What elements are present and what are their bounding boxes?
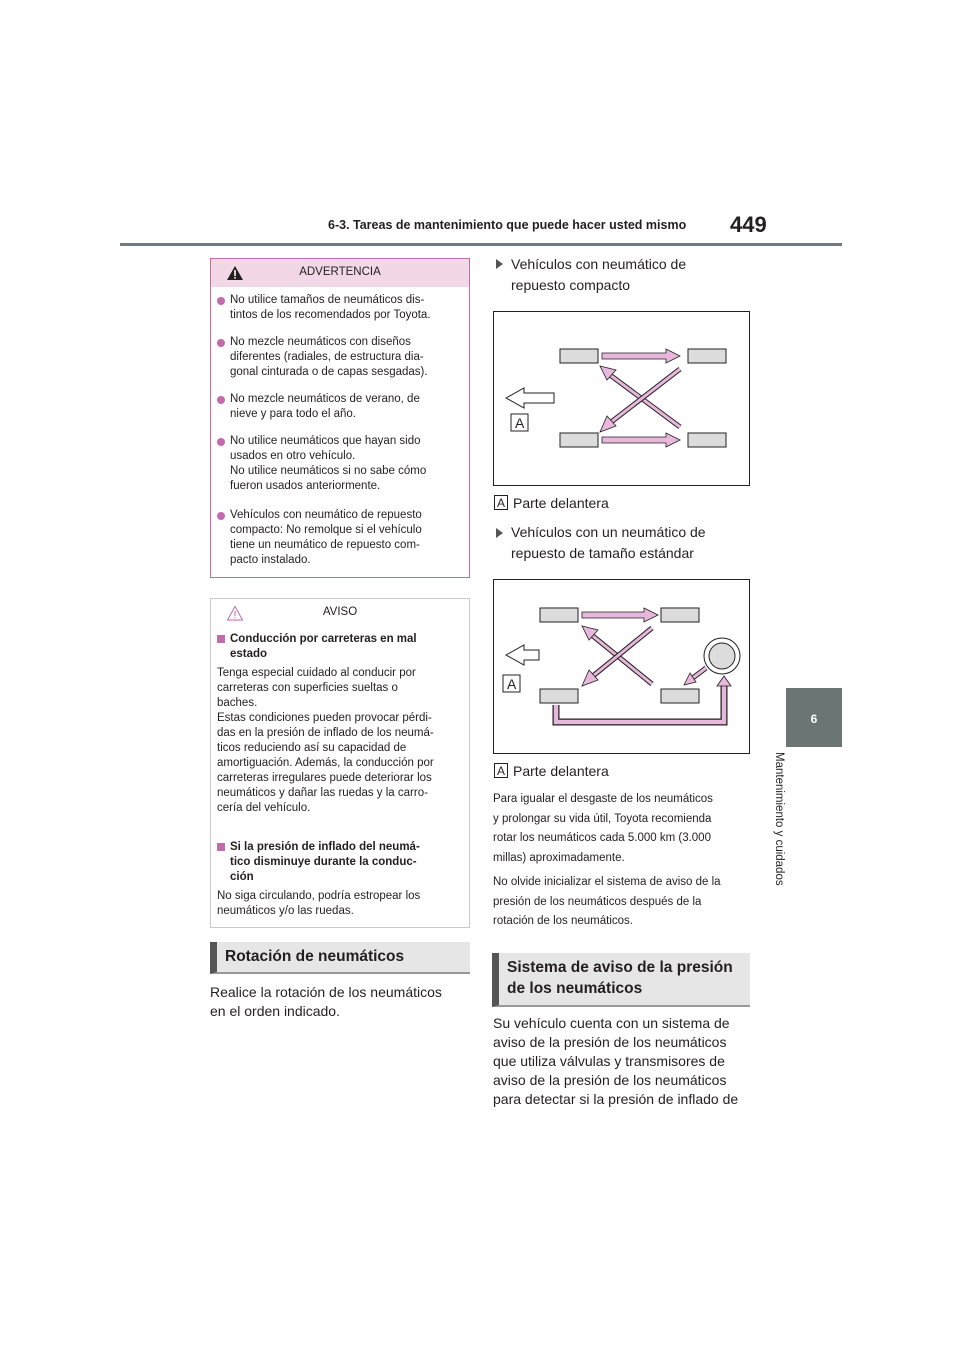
tire-front-right	[540, 689, 578, 703]
chapter-label-wrap	[773, 752, 803, 922]
legend-text: Parte delantera	[513, 763, 609, 779]
rotation-diagram-compact	[493, 311, 750, 486]
notice-text: No siga circulando, podría estropear los neumáticos y/o las ruedas.	[217, 890, 421, 917]
square-bullet-icon	[217, 635, 225, 643]
section-title: 6-3. Tareas de mantenimiento que puede hacer usted mismo	[328, 218, 687, 232]
header-rule	[120, 243, 842, 246]
tire-rear-right	[661, 689, 699, 703]
front-direction-arrow-icon	[506, 388, 554, 408]
bullet-icon	[217, 339, 225, 347]
rotation-arrow	[582, 608, 658, 622]
warning-item	[217, 508, 463, 568]
tire-rear-right	[688, 433, 726, 447]
tpms-heading-text: Sistema de aviso de la presión de los neumáticos	[507, 959, 733, 997]
notice-section	[217, 840, 463, 919]
triangle-bullet-icon	[496, 528, 503, 538]
rotation-diagram-compact-drawing	[494, 312, 749, 485]
front-direction-arrow-icon	[506, 645, 539, 665]
warning-item-text: Vehículos con neumático de repuesto compacto: No remolque si el vehículo tiene un neumático de repuesto com- pacto instalado.	[230, 509, 422, 566]
label-a: A	[515, 415, 525, 431]
rotation-text: Realice la rotación de los neumáticos en el orden indicado.	[210, 984, 442, 1019]
warning-item	[217, 335, 463, 380]
legend-text: Parte delantera	[513, 495, 609, 511]
rotation-arrow-diagonal-fill	[588, 632, 652, 684]
rotation-arrow	[602, 349, 680, 363]
tire-front-right	[560, 433, 598, 447]
bullet-icon	[217, 512, 225, 520]
notice-heading: Si la presión de inflado del neumá- tico disminuye durante la conduc- ción	[230, 841, 420, 883]
compact-spare-label: Vehículos con neumático de repuesto compacto	[511, 256, 687, 293]
warning-item-text: No mezcle neumáticos de verano, de nieve y para todo el año.	[230, 393, 420, 420]
warning-item-text: No mezcle neumáticos con diseños diferentes (radiales, de estructura dia- gonal cinturada o de capas sesgadas).	[230, 336, 428, 378]
notice-text: Tenga especial cuidado al conducir por carreteras con superficies sueltas o baches. Estas condiciones pueden provocar pérdi- das en la presión de inflado de los neumá- ticos reduciendo así su capacidad de amortiguación. Además, la conducción por carreteras irregulares puede deteriorar los neumáticos y dañar las ruedas y la carro- cería del vehículo.	[217, 667, 434, 814]
bullet-icon	[217, 297, 225, 305]
chapter-label: Mantenimiento y cuidados	[773, 752, 785, 886]
notice-header	[211, 599, 469, 625]
warning-item	[217, 434, 463, 494]
warning-item-text: No utilice neumáticos que hayan sido usados en otro vehículo. No utilice neumáticos si no sabe cómo fueron usados anteriormente.	[230, 435, 427, 492]
tire-rear-left	[688, 349, 726, 363]
standard-spare-label: Vehículos con un neumático de repuesto de tamaño estándar	[511, 524, 706, 561]
notice-heading: Conducción por carreteras en mal estado	[230, 633, 417, 660]
rotation-note-2: No olvide inicializar el sistema de aviso de la presión de los neumáticos después de la rotación de los neumáticos.	[493, 876, 721, 927]
triangle-bullet-icon	[496, 259, 503, 269]
rotation-diagram-standard	[493, 579, 750, 754]
warning-header	[211, 259, 469, 287]
rotation-arrow-diagonal-fill	[588, 628, 652, 680]
tire-front-left	[560, 349, 598, 363]
warning-item	[217, 293, 463, 323]
legend-a-badge: A	[494, 495, 508, 510]
tpms-text: Su vehículo cuenta con un sistema de aviso de la presión de los neumáticos que utiliza válvulas y transmisores de aviso de la presión de los neumáticos para detectar si la presión de inflado de	[493, 1015, 739, 1107]
rotation-section-heading	[210, 942, 470, 974]
notice-box	[210, 598, 470, 928]
tire-rear-left	[661, 608, 699, 622]
spare-tire-inner	[709, 643, 735, 669]
warning-box	[210, 258, 470, 578]
notice-section	[217, 632, 463, 816]
chapter-number: 6	[810, 712, 818, 726]
label-a: A	[507, 676, 517, 692]
bullet-icon	[217, 396, 225, 404]
warning-item	[217, 392, 463, 422]
notice-title: AVISO	[322, 606, 358, 618]
rotation-heading-text: Rotación de neumáticos	[225, 948, 405, 965]
tpms-section-heading	[492, 953, 750, 1007]
rotation-arrow	[602, 433, 680, 447]
legend-a-badge: A	[494, 763, 508, 778]
rotation-note-1: Para igualar el desgaste de los neumáticos y prolongar su vida útil, Toyota recomienda rotar los neumáticos cada 5.000 km (3.000 millas) aproximadamente.	[493, 793, 713, 864]
arrow-head	[717, 676, 731, 686]
warning-item-text: No utilice tamaños de neumáticos dis- tintos de los recomendados por Toyota.	[230, 294, 431, 321]
bullet-icon	[217, 438, 225, 446]
square-bullet-icon	[217, 843, 225, 851]
page-number: 449	[730, 212, 767, 237]
warning-title: ADVERTENCIA	[299, 266, 381, 278]
rotation-diagram-standard-drawing	[494, 580, 749, 753]
tire-front-left	[540, 608, 578, 622]
